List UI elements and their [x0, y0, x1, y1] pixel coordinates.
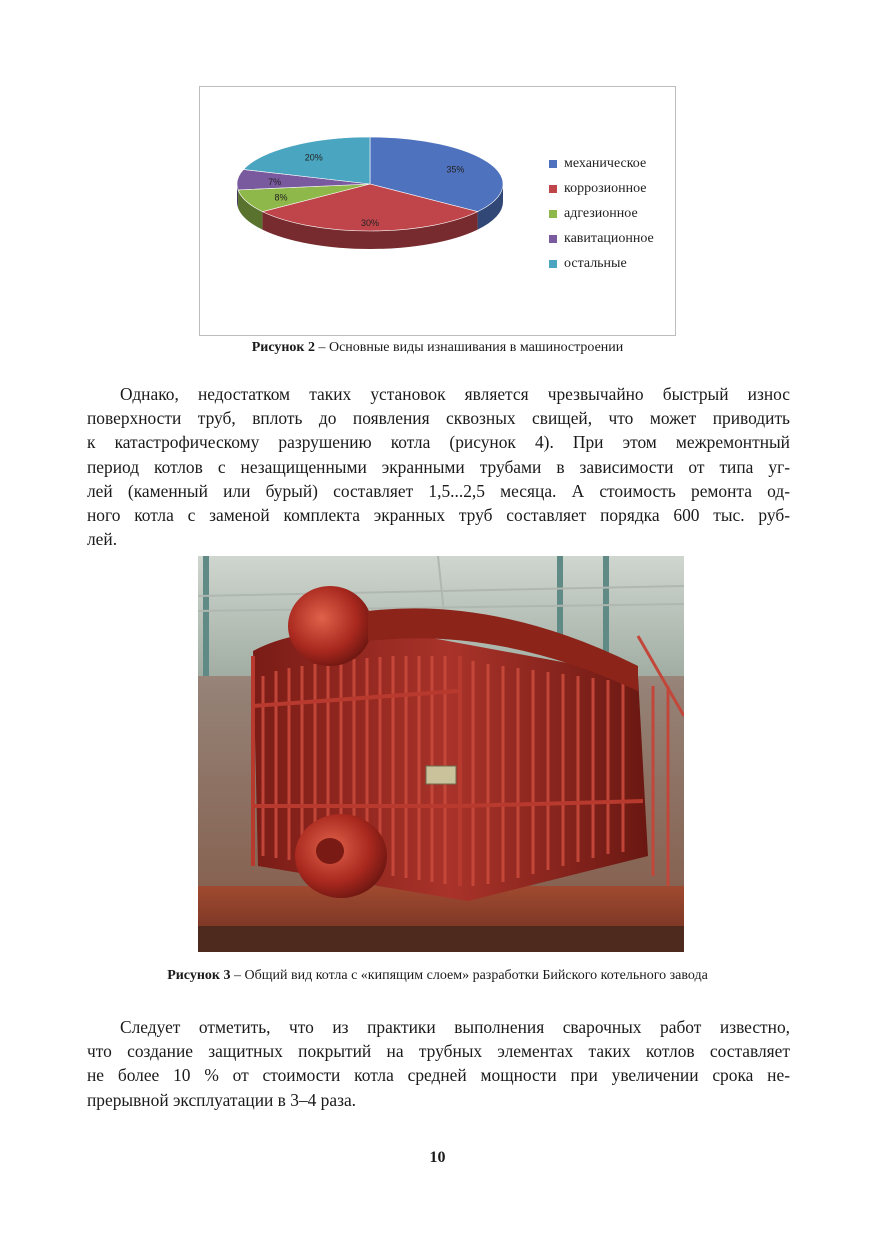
legend-swatch	[549, 260, 557, 268]
pie-data-label: 20%	[304, 152, 323, 163]
figure-3-caption	[0, 968, 875, 984]
paragraph-line: ного котла с заменой комплекта экранных труб составляет порядка 600 тыс. руб-	[87, 505, 790, 526]
paragraph-line: лей.	[87, 529, 118, 550]
pie-data-label: 30%	[360, 217, 380, 228]
paragraph-2	[87, 1015, 790, 1112]
pie-chart	[199, 86, 676, 336]
legend-item	[549, 251, 654, 276]
legend-label: остальные	[564, 255, 627, 271]
paragraph-line: не более 10 % от стоимости котла средней мощности при увеличении срока не-	[87, 1065, 790, 1086]
paragraph-line: Однако, недостатком таких установок является чрезвычайно быстрый износ	[120, 384, 790, 404]
pie-data-label: 7%	[268, 176, 282, 187]
figure-2-caption	[0, 340, 875, 356]
legend-item	[549, 226, 654, 251]
legend-item	[549, 151, 654, 176]
figure-2-text: – Основные виды изнашивания в машиностроении	[314, 340, 624, 355]
figure-3-text: – Общий вид котла с «кипящим слоем» разработки Бийского котельного завода	[230, 968, 708, 983]
legend-swatch	[549, 185, 557, 193]
paragraph-line: поверхности труб, вплоть до появления сквозных свищей, что может приводить	[87, 408, 790, 429]
legend-item	[549, 201, 654, 226]
legend-swatch	[549, 160, 557, 168]
paragraph-line: период котлов с незащищенными экранными трубами в зависимости от типа уг-	[87, 456, 790, 477]
paragraph-line: что создание защитных покрытий на трубных элементах таких котлов составляет	[87, 1041, 790, 1062]
page-number: 10	[429, 1149, 446, 1166]
chart-legend	[549, 151, 654, 276]
paragraph-line: лей (каменный или бурый) составляет 1,5...2,5 месяца. А стоимость ремонта од-	[87, 480, 790, 501]
paragraph-line: Следует отметить, что из практики выполнения сварочных работ известно,	[120, 1017, 790, 1037]
pie-data-label: 35%	[446, 164, 465, 175]
figure-3-label: Рисунок 3	[167, 968, 231, 983]
legend-label: коррозионное	[564, 180, 647, 196]
legend-label: механическое	[564, 155, 647, 171]
figure-2-label: Рисунок 2	[251, 340, 315, 355]
paragraph-line: прерывной эксплуатации в 3–4 раза.	[87, 1089, 357, 1110]
legend-swatch	[549, 235, 557, 243]
boiler-photo	[198, 556, 684, 952]
pie-data-label: 8%	[274, 192, 288, 203]
legend-label: адгезионное	[564, 205, 638, 221]
boiler-photo-illustration	[198, 556, 684, 952]
legend-item	[549, 176, 654, 201]
legend-swatch	[549, 210, 557, 218]
paragraph-1	[87, 382, 790, 551]
paragraph-line: к катастрофическому разрушению котла (рисунок 4). При этом межремонтный	[87, 432, 790, 453]
legend-label: кавитационное	[564, 230, 654, 246]
